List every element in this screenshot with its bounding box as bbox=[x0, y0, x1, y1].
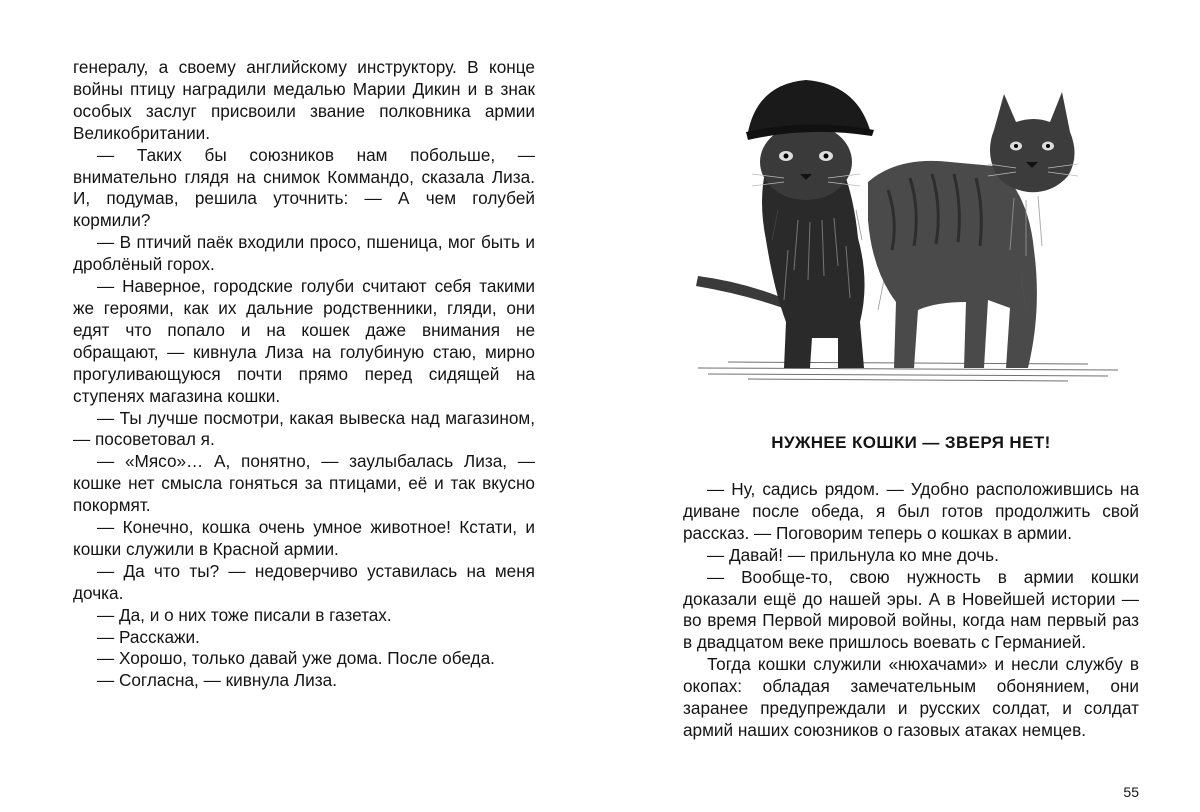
paragraph: — В птичий паёк входили просо, пшеница, мог быть и дроблёный горох. bbox=[73, 232, 535, 275]
chapter-heading: НУЖНЕЕ КОШКИ — ЗВЕРЯ НЕТ! bbox=[771, 433, 1051, 452]
paragraph: — Согласна, — кивнула Лиза. bbox=[97, 670, 337, 691]
paragraph: — «Мясо»… А, понятно, — заулыбалась Лиза, — кошке нет смысла гоняться за птицами, её и так вкусно покормят. bbox=[73, 451, 535, 516]
paragraph: — Ты лучше посмотри, какая вывеска над магазином, — посоветовал я. bbox=[73, 407, 535, 450]
paragraph: — Да, и о них тоже писали в газетах. bbox=[97, 604, 392, 625]
left-page-text bbox=[73, 57, 535, 692]
paragraph: генералу, а своему английскому инструктору. В конце войны птицу наградили медалью Марии Дикин и в знак особых заслуг присвоили звание полковника армии Великобритании. bbox=[73, 57, 535, 143]
paragraph: — Конечно, кошка очень умное животное! Кстати, и кошки служили в Красной армии. bbox=[73, 517, 535, 559]
paragraph: — Наверное, городские голуби считают себя такими же героями, как их дальние родственники, гляди, они едят что попало и на кошек даже внимания не обращают, — кивнула Лиза на голубиную стаю, мирно прогуливающуюся почти прямо перед сидящей на ступенях магазина кошки. bbox=[73, 276, 535, 406]
paragraph: — Таких бы союзников нам побольше, — внимательно глядя на снимок Коммандо, сказала Лиза. И, подумав, решила уточнить: — А чем голубей кормили? bbox=[73, 144, 535, 231]
paragraph: — Хорошо, только давай уже дома. После обеда. bbox=[97, 648, 495, 669]
page-number: 55 bbox=[1123, 784, 1139, 800]
paragraph: — Расскажи. bbox=[97, 626, 200, 647]
paragraph: — Вообще-то, свою нужность в армии кошки доказали ещё до нашей эры. А в Новейшей истории — во время Первой мировой войны, когда нам первый раз в двадцатом веке пришлось воевать с Германией. bbox=[683, 566, 1139, 653]
two-cats-sketch-icon bbox=[688, 70, 1128, 390]
paragraph: — Ну, садись рядом. — Удобно расположившись на диване после обеда, я был готов продолжить свой рассказ. — Поговорим теперь о кошках в армии. bbox=[683, 479, 1139, 543]
paragraph: — Да что ты? — недоверчиво уставилась на меня дочка. bbox=[73, 560, 535, 603]
right-page-text bbox=[683, 479, 1139, 742]
paragraph: Тогда кошки служили «нюхачами» и несли службу в окопах: обладая замечательным обонянием, они заранее предупреждали и русских солдат, и солдат армий наших союзников о газовых атаках немцев. bbox=[683, 654, 1139, 740]
right-page bbox=[600, 0, 1200, 812]
paragraph: — Давай! — прильнула ко мне дочь. bbox=[707, 544, 999, 565]
